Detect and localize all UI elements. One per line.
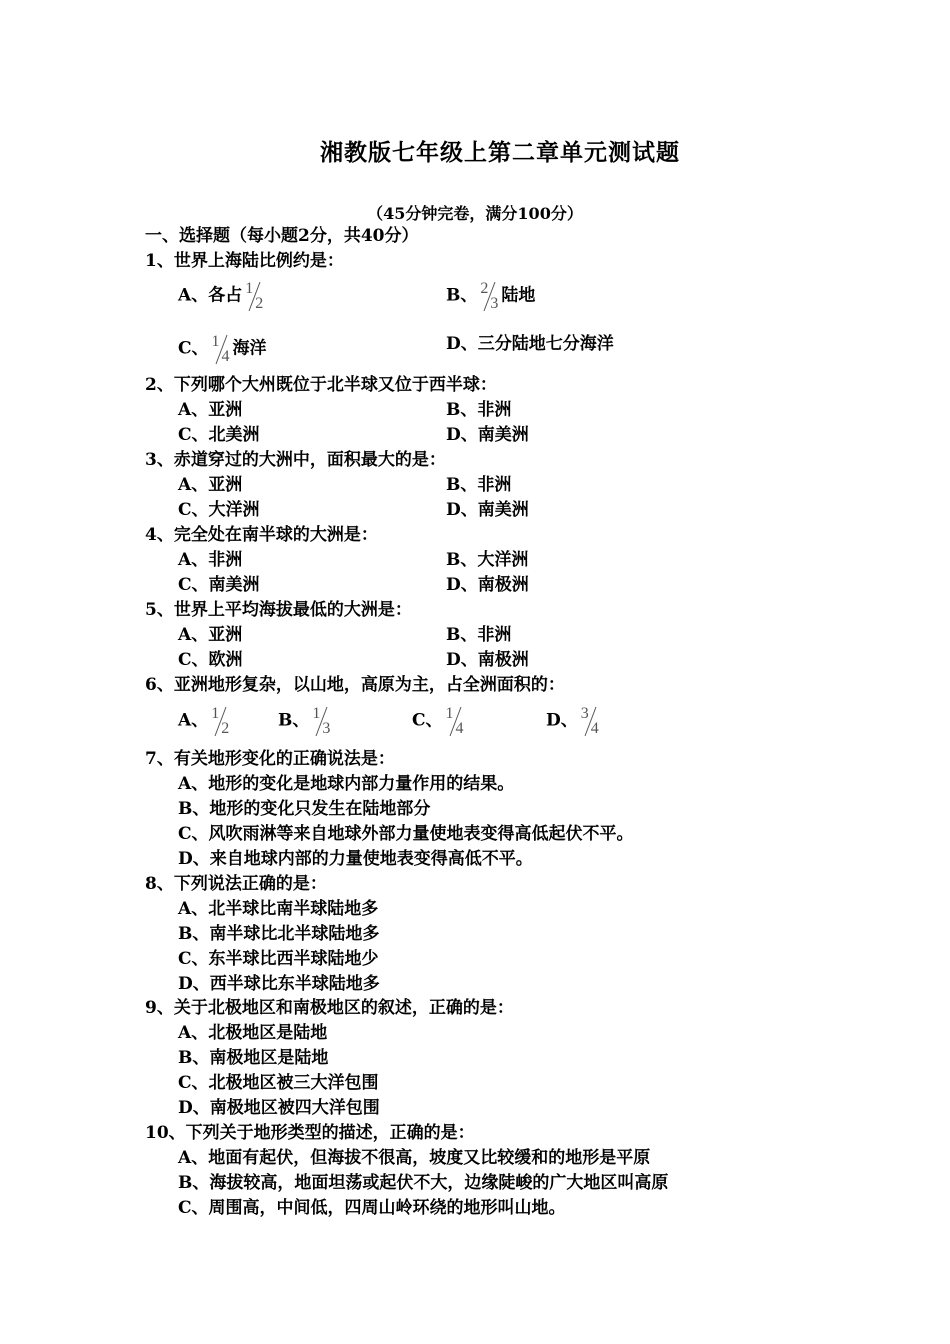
q6-option-d-label: D、 bbox=[546, 710, 578, 731]
q1-option-a bbox=[178, 280, 266, 312]
question-2-stem: 2、下列哪个大州既位于北半球又位于西半球： bbox=[145, 375, 497, 395]
fraction-numerator: 1 bbox=[211, 333, 220, 350]
question-6-stem: 6、亚洲地形复杂，以山地，高原为主，占全洲面积的： bbox=[145, 675, 565, 695]
fraction bbox=[579, 705, 601, 737]
q4-option-c: C、南美洲 bbox=[178, 575, 260, 595]
q10-option-c: C、周围高，中间低，四周山岭环绕的地形叫山地。 bbox=[178, 1198, 566, 1218]
fraction bbox=[243, 280, 265, 312]
fraction-denominator: 4 bbox=[590, 720, 599, 737]
fraction-numerator: 3 bbox=[580, 705, 589, 722]
q2-option-c: C、北美洲 bbox=[178, 425, 260, 445]
q1-option-c-text: 海洋 bbox=[232, 338, 267, 359]
q6-option-c bbox=[412, 705, 467, 737]
q7-option-c: C、风吹雨淋等来自地球外部力量使地表变得高低起伏不平。 bbox=[178, 824, 634, 844]
q4-option-d: D、南极洲 bbox=[446, 575, 529, 595]
q4-option-a: A、非洲 bbox=[178, 550, 243, 570]
q7-option-b: B、地形的变化只发生在陆地部分 bbox=[178, 799, 431, 819]
q1-option-d: D、三分陆地七分海洋 bbox=[446, 334, 614, 354]
fraction bbox=[444, 705, 466, 737]
question-1-stem: 1、世界上海陆比例约是： bbox=[145, 251, 344, 271]
q7-option-a: A、地形的变化是地球内部力量作用的结果。 bbox=[178, 774, 515, 794]
fraction-denominator: 4 bbox=[455, 720, 464, 737]
fraction-numerator: 2 bbox=[480, 280, 489, 297]
question-7-stem: 7、有关地形变化的正确说法是： bbox=[145, 749, 395, 769]
question-9-stem: 9、关于北极地区和南极地区的叙述，正确的是： bbox=[145, 998, 514, 1018]
q9-option-a: A、北极地区是陆地 bbox=[178, 1023, 328, 1043]
q1-option-b-text: 陆地 bbox=[501, 285, 536, 306]
q5-option-a: A、亚洲 bbox=[178, 625, 243, 645]
fraction-denominator: 4 bbox=[221, 348, 230, 365]
q2-option-b: B、非洲 bbox=[446, 400, 512, 420]
q5-option-b: B、非洲 bbox=[446, 625, 512, 645]
question-3-stem: 3、赤道穿过的大洲中，面积最大的是： bbox=[145, 450, 446, 470]
q1-option-c-label: C、 bbox=[178, 338, 209, 359]
fraction-numerator: 1 bbox=[245, 280, 254, 297]
q3-option-a: A、亚洲 bbox=[178, 475, 243, 495]
q2-option-a: A、亚洲 bbox=[178, 400, 243, 420]
q2-option-d: D、南美洲 bbox=[446, 425, 529, 445]
q4-option-b: B、大洋洲 bbox=[446, 550, 529, 570]
q8-option-b: B、南半球比北半球陆地多 bbox=[178, 924, 380, 944]
fraction bbox=[310, 705, 332, 737]
q6-option-b-label: B、 bbox=[278, 710, 310, 731]
question-5-stem: 5、世界上平均海拔最低的大洲是： bbox=[145, 600, 412, 620]
page-title: 湘教版七年级上第二章单元测试题 bbox=[320, 139, 680, 166]
q3-option-c: C、大洋洲 bbox=[178, 500, 260, 520]
q1-option-c bbox=[178, 333, 267, 365]
fraction bbox=[209, 705, 231, 737]
exam-subtitle: （45分钟完卷，满分100分） bbox=[367, 204, 583, 223]
q3-option-d: D、南美洲 bbox=[446, 500, 529, 520]
q8-option-d: D、西半球比东半球陆地多 bbox=[178, 974, 380, 994]
q1-option-b-label: B、 bbox=[446, 285, 478, 306]
q8-option-a: A、北半球比南半球陆地多 bbox=[178, 899, 379, 919]
q10-option-a: A、地面有起伏，但海拔不很高，坡度又比较缓和的地形是平原 bbox=[178, 1148, 651, 1168]
fraction-denominator: 3 bbox=[322, 720, 331, 737]
q5-option-d: D、南极洲 bbox=[446, 650, 529, 670]
section-heading: 一、选择题（每小题2分，共40分） bbox=[145, 226, 419, 246]
fraction-numerator: 1 bbox=[211, 705, 220, 722]
q1-option-a-label: A、各占 bbox=[178, 285, 243, 306]
q6-option-d bbox=[546, 705, 602, 737]
q3-option-b: B、非洲 bbox=[446, 475, 512, 495]
fraction-denominator: 2 bbox=[221, 720, 230, 737]
q6-option-a-label: A、 bbox=[178, 710, 209, 731]
fraction bbox=[210, 333, 232, 365]
fraction-denominator: 2 bbox=[255, 295, 264, 312]
q6-option-c-label: C、 bbox=[412, 710, 443, 731]
q6-option-a bbox=[178, 705, 232, 737]
q1-option-b bbox=[446, 280, 535, 312]
q6-option-b bbox=[278, 705, 333, 737]
q7-option-d: D、来自地球内部的力量使地表变得高低不平。 bbox=[178, 849, 533, 869]
q9-option-d: D、南极地区被四大洋包围 bbox=[178, 1098, 380, 1118]
q8-option-c: C、东半球比西半球陆地少 bbox=[178, 949, 379, 969]
q9-option-c: C、北极地区被三大洋包围 bbox=[178, 1073, 379, 1093]
question-10-stem: 10、下列关于地形类型的描述，正确的是： bbox=[145, 1123, 475, 1143]
question-8-stem: 8、下列说法正确的是： bbox=[145, 874, 327, 894]
fraction-denominator: 3 bbox=[490, 295, 499, 312]
q5-option-c: C、欧洲 bbox=[178, 650, 243, 670]
fraction bbox=[478, 280, 500, 312]
q9-option-b: B、南极地区是陆地 bbox=[178, 1048, 329, 1068]
q10-option-b: B、海拔较高，地面坦荡或起伏不大，边缘陡峻的广大地区叫高原 bbox=[178, 1173, 669, 1193]
fraction-numerator: 1 bbox=[445, 705, 454, 722]
fraction-numerator: 1 bbox=[312, 705, 321, 722]
question-4-stem: 4、完全处在南半球的大洲是： bbox=[145, 525, 378, 545]
